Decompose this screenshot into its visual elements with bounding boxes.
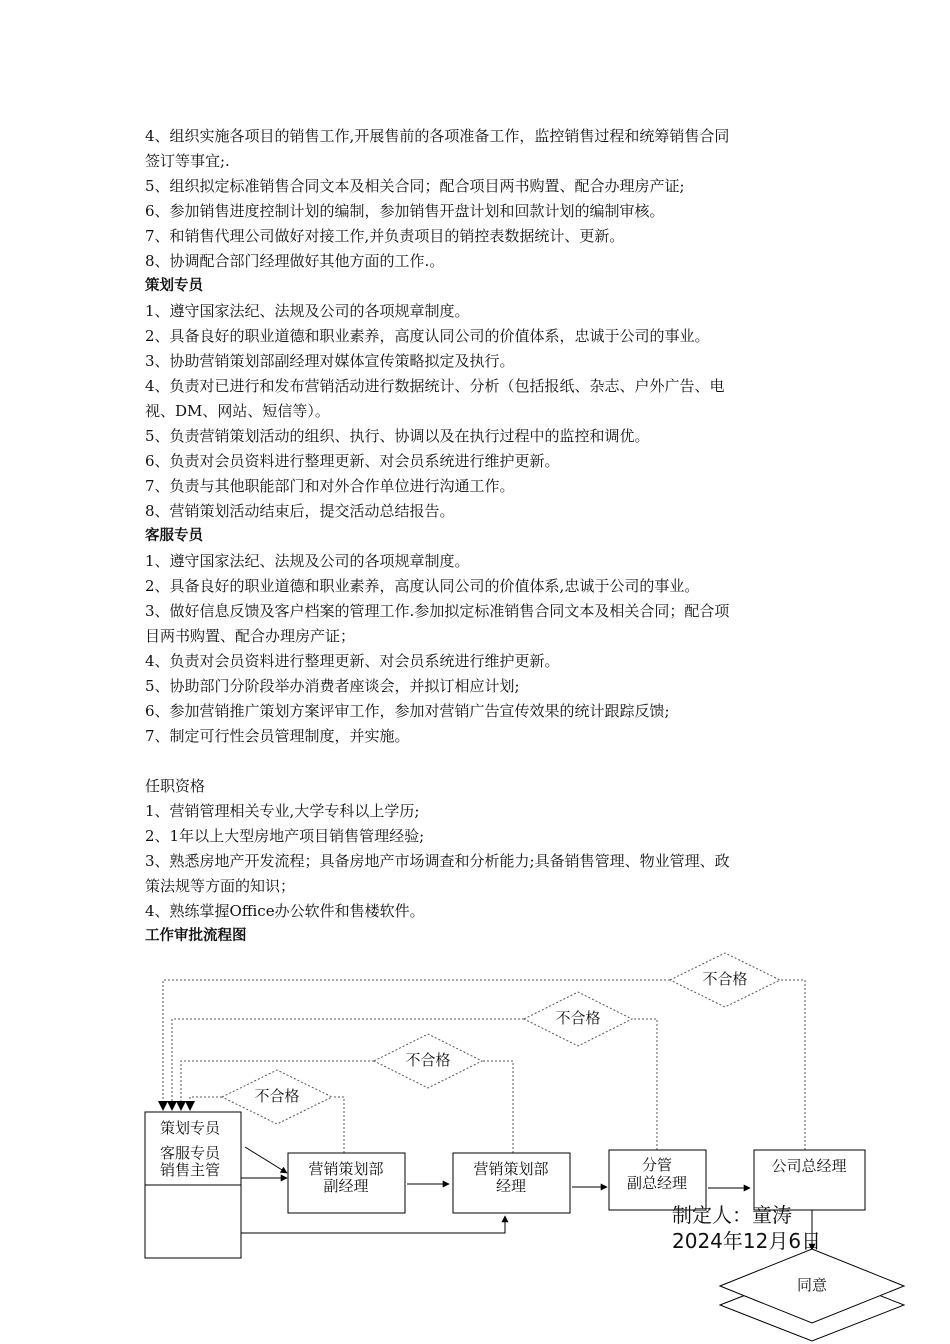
- text-line: 策法规等方面的知识；: [145, 877, 296, 895]
- text-line: 7、制定可行性会员管理制度，并实施。: [145, 727, 410, 745]
- reject-label-manager: 不合格: [405, 1051, 451, 1069]
- text-line: 7、负责与其他职能部门和对外合作单位进行沟通工作。: [145, 477, 515, 495]
- start-box-line3: 销售主管: [159, 1161, 221, 1179]
- text-line: 2、具备良好的职业道德和职业素养，高度认同公司的价值体系，忠诚于公司的事业。: [145, 327, 710, 345]
- text-line: 签订等事宜;.: [145, 152, 230, 170]
- section-heading: 客服专员: [145, 528, 203, 544]
- approve-label: 同意: [796, 1276, 828, 1294]
- text-line: 3、做好信息反馈及客户档案的管理工作.参加拟定标准销售合同文本及相关合同；配合项: [145, 602, 730, 620]
- reject-label-vp: 不合格: [555, 1009, 601, 1027]
- section-heading: 工作审批流程图: [145, 928, 247, 944]
- reject-feedback-lines: [163, 980, 805, 1153]
- author-stamp: [672, 1202, 821, 1254]
- box-vice-manager-line2: 副经理: [323, 1177, 369, 1195]
- text-line: 2、具备良好的职业道德和职业素养，高度认同公司的价值体系,忠诚于公司的事业。: [145, 577, 700, 595]
- text-line: 7、和销售代理公司做好对接工作,并负责项目的销控表数据统计、更新。: [145, 227, 625, 245]
- text-line: 6、参加营销推广策划方案评审工作，参加对营销广告宣传效果的统计跟踪反馈;: [145, 702, 670, 720]
- box-manager-line2: 经理: [495, 1177, 527, 1195]
- text-line: 3、熟悉房地产开发流程；具备房地产市场调查和分析能力;具备销售管理、物业管理、政: [145, 852, 730, 870]
- text-line: 视、DM、网站、短信等）。: [145, 402, 330, 420]
- box-vp-line1: 分管: [641, 1156, 673, 1174]
- reject-label-vice-manager: 不合格: [254, 1087, 300, 1105]
- text-line: 8、营销策划活动结束后，提交活动总结报告。: [145, 502, 455, 520]
- text-line: 目两书购置、配合办理房产证；: [145, 627, 356, 645]
- start-box-line2: 客服专员: [159, 1144, 221, 1162]
- box-vp-line2: 副总经理: [626, 1174, 688, 1192]
- text-line: 1、遵守国家法纪、法规及公司的各项规章制度。: [145, 302, 470, 320]
- text-line: 4、熟练掌握Office办公软件和售楼软件。: [145, 902, 425, 920]
- text-line: 4、组织实施各项目的销售工作,开展售前的各项准备工作，监控销售过程和统筹销售合同: [145, 127, 730, 145]
- text-line: 1、遵守国家法纪、法规及公司的各项规章制度。: [145, 552, 470, 570]
- text-line: 任职资格: [145, 777, 206, 795]
- text-line: 2、1年以上大型房地产项目销售管理经验;: [145, 827, 425, 845]
- text-line: 5、负责营销策划活动的组织、执行、协调以及在执行过程中的监控和调优。: [145, 427, 650, 445]
- start-arrowheads: [158, 1101, 195, 1111]
- box-gm-line1: 公司总经理: [771, 1157, 847, 1175]
- start-box-line1: 策划专员: [159, 1119, 221, 1137]
- box-vice-manager-line1: 营销策划部: [308, 1160, 384, 1178]
- text-line: 6、负责对会员资料进行整理更新、对会员系统进行维护更新。: [145, 452, 560, 470]
- box-manager-line1: 营销策划部: [473, 1160, 549, 1178]
- text-line: 4、负责对会员资料进行整理更新、对会员系统进行维护更新。: [145, 652, 560, 670]
- text-line: 6、参加销售进度控制计划的编制，参加销售开盘计划和回款计划的编制审核。: [145, 202, 665, 220]
- reject-label-gm: 不合格: [702, 970, 748, 988]
- text-line: 8、协调配合部门经理做好其他方面的工作.。: [145, 252, 445, 270]
- author-date: 2024年12月6日: [672, 1229, 822, 1253]
- text-line: 1、营销管理相关专业,大学专科以上学历;: [145, 802, 420, 820]
- section-heading: 策划专员: [145, 278, 203, 294]
- text-line: 5、协助部门分阶段举办消费者座谈会，并拟订相应计划;: [145, 677, 520, 695]
- text-line: 5、组织拟定标准销售合同文本及相关合同；配合项目两书购置、配合办理房产证;: [145, 177, 685, 195]
- author-name: 制定人：童涛: [672, 1203, 792, 1227]
- text-line: 3、协助营销策划部副经理对媒体宣传策略拟定及执行。: [145, 352, 515, 370]
- text-line: 4、负责对已进行和发布营销活动进行数据统计、分析（包括报纸、杂志、户外广告、电: [145, 377, 725, 395]
